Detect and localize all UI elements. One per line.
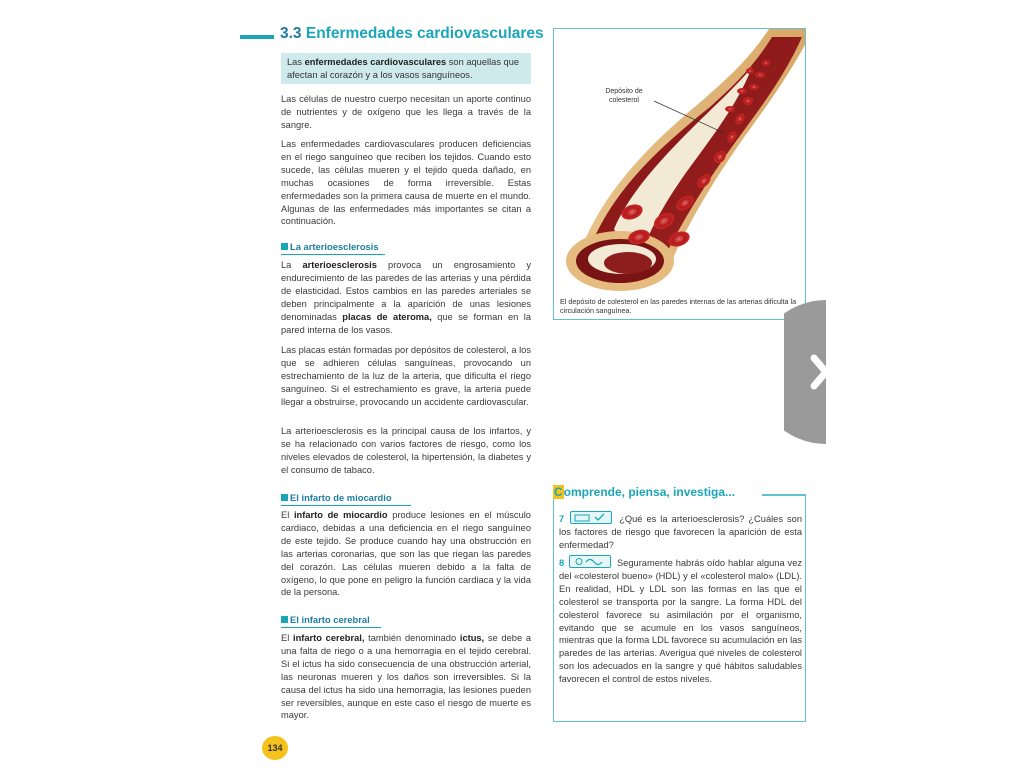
intro-paragraph-2: Las enfermedades cardiovasculares producen deficiencias en el riego sanguíneo que reciben los tejidos. Cuando esto sucede, las células mueren y el tejido queda dañado, en muchas ocasiones de forma irreversible. Estas enfermedades son la primera causa de muerte en el mundo. Algunas de las enfermedades más importantes se citan a continuación. (281, 139, 531, 227)
text-run: también denominado (364, 633, 460, 643)
activity-8 (559, 555, 802, 686)
activities-top-line (762, 494, 806, 496)
artery-illustration (554, 29, 806, 320)
bold-term: infarto cerebral, (293, 633, 365, 643)
heading-underline (281, 505, 411, 506)
section-title-text: Enfermedades cardiovasculares (305, 25, 544, 42)
figure-caption: El depósito de colesterol en las paredes internas de las arterias dificulta la circulación sanguínea. (560, 297, 797, 316)
activities-heading-text: omprende, piensa, investiga... (563, 485, 736, 499)
text-run: que se forman en la pared interna de los vasos. (281, 311, 531, 335)
page-number: 134 (262, 736, 288, 760)
definition-post: son aquellas que afectan al corazón y a los vasos sanguíneos. (287, 57, 520, 80)
definition-box (281, 53, 531, 84)
text-run: La (281, 260, 303, 270)
next-arrow-icon[interactable] (784, 300, 864, 444)
section-title (280, 25, 544, 43)
arterio-paragraph-3: La arterioesclerosis es la principal causa de los infartos, y se ha relacionado con varios factores de riesgo, como los niveles elevados de colesterol, la hipertensión, la diabetes y el consumo de tabaco. (281, 426, 531, 475)
heading-miocardio (281, 492, 392, 503)
heading-cerebral-text: El infarto cerebral (290, 614, 370, 625)
heading-miocardio-text: El infarto de miocardio (290, 492, 392, 503)
heading-underline (281, 254, 385, 255)
arterio-paragraph-2: Las placas están formadas por depósitos de colesterol, a los que se adhieren células sanguíneas, provocando un estrechamiento de la luz de la arteria, que dificulta el riego sanguíneo. Si el estrechamiento es grave, la arteria puede llegar a obstruirse, provocando un accidente cardiovascular. (281, 345, 531, 407)
bold-term: infarto de miocardio (293, 510, 388, 520)
bold-term: ictus, (459, 633, 485, 643)
activity-text: ¿Qué es la arterioesclerosis? ¿Cuáles son los factores de riesgo que favorecen la aparición de esta enfermedad? (559, 514, 802, 550)
figure-label-deposito: Depósito de colesterol (605, 88, 643, 104)
artery-figure (553, 28, 806, 320)
activity-number: 8 (559, 558, 565, 568)
activity-icon-wave (569, 555, 611, 568)
bold-term: arterioesclerosis (302, 260, 377, 270)
heading-cerebral (281, 614, 370, 625)
activity-text: Seguramente habrás oído hablar alguna vez del «colesterol bueno» (HDL) y el «colesterol malo» (LDL). En realidad, HDL y LDL son las formas en las que el colesterol se transporta por la sangre. La forma HDL del colesterol favorece su asimilación por el organismo, evitando que se acumule en los vasos sanguíneos, mientras que la forma LDL favorece su acumulación en las paredes de las arterias. Averigua qué niveles de colesterol son los adecuados en la sangre y qué hábitos saludables favorecen el control de estos niveles. (559, 558, 803, 685)
text-run: se debe a una falta de riego o a una hemorragia en el tejido cerebral. Si el ictus ha sido consecuencia de una obstrucción arterial, las neuronas mueren y los daños son irreversibles. Si la causa del ictus ha sido una hemorragia, las lesiones pueden ser reversibles, aunque en este caso el riesgo de muerte es mayor. (281, 633, 532, 721)
text-run: El (281, 510, 294, 520)
text-run: El (281, 633, 293, 643)
miocardio-paragraph (281, 509, 531, 599)
section-bar (240, 35, 274, 39)
heading-square-icon (281, 243, 288, 250)
activities-heading (553, 485, 735, 499)
heading-arterioesclerosis-text: La arterioesclerosis (290, 241, 379, 252)
bold-term: placas de ateroma, (342, 311, 432, 322)
activity-number: 7 (559, 514, 565, 524)
section-number: 3.3 (280, 25, 302, 42)
arterio-paragraph-1 (281, 259, 531, 336)
heading-arterioesclerosis (281, 241, 379, 252)
heading-square-icon (281, 494, 288, 501)
heading-square-icon (281, 616, 288, 623)
definition-bold: enfermedades cardiovasculares (304, 57, 447, 67)
cerebral-paragraph (281, 632, 531, 722)
activities-heading-initial: C (554, 485, 563, 499)
intro-paragraph-1: Las células de nuestro cuerpo necesitan un aporte continuo de nutrientes y de oxígeno que les llega a través de la sangre. (281, 94, 531, 130)
text-run: produce lesiones en el músculo cardiaco, debidas a una deficiencia en el riego sanguíneo de este tejido. Se produce cuando hay una obstrucción en las arterias coronarias, que son las que riegan las paredes del corazón. Las células mueren debido a la falta de oxígeno, lo que pone en peligro la función cardiaca y la vida de la persona. (281, 510, 531, 598)
definition-pre: Las (287, 57, 305, 67)
activity-7 (559, 511, 802, 552)
activity-icon-folder-check (570, 511, 612, 524)
text-run: provoca un engrosamiento y endurecimiento de las paredes de las arterias y una pérdida de elasticidad. Estos cambios en las paredes arteriales se deben principalmente a la aparición de unas lesiones denominadas (281, 260, 531, 322)
cross-section-lumen (604, 252, 652, 274)
heading-underline (281, 627, 381, 628)
